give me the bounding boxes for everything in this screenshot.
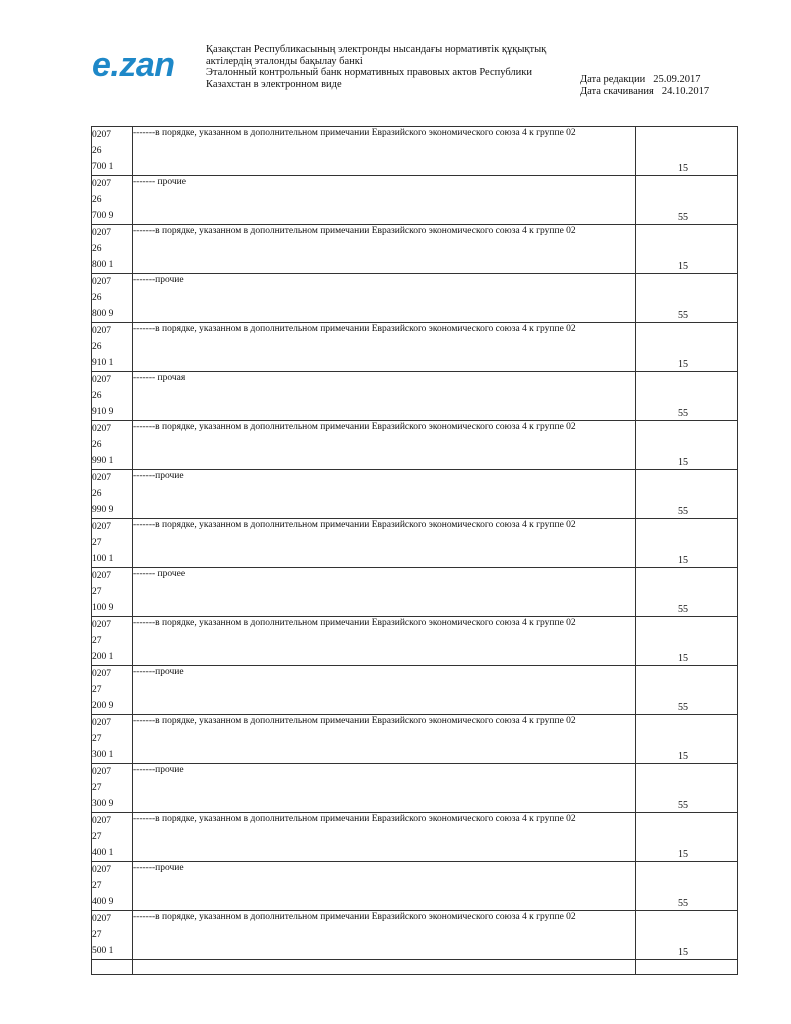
commodity-code-part: 26 (92, 342, 102, 352)
duty-rate-value: 15 (678, 261, 688, 272)
document-header (0, 0, 791, 120)
logo-word: zan (119, 46, 175, 84)
tariff-table-body (92, 127, 738, 975)
table-row (92, 127, 738, 176)
commodity-code-part: 27 (92, 783, 102, 793)
commodity-code-part: 27 (92, 832, 102, 842)
duty-rate-value: 55 (678, 212, 688, 223)
table-row (92, 176, 738, 225)
edition-date-label: Дата редакции (580, 74, 646, 85)
description-cell: -------в порядке, указанном в дополнительном примечании Евразийского экономического союза 4 к группе 02 (133, 813, 636, 862)
commodity-code-cell (92, 813, 133, 862)
duty-rate-cell (636, 813, 738, 862)
edition-date-row (580, 74, 709, 86)
commodity-code-part: 27 (92, 636, 102, 646)
duty-rate-cell (636, 421, 738, 470)
commodity-code-part: 27 (92, 538, 102, 548)
duty-rate-cell (636, 372, 738, 421)
commodity-code-part: 500 1 (92, 946, 114, 956)
duty-rate-value: 55 (678, 506, 688, 517)
description-cell: -------в порядке, указанном в дополнительном примечании Евразийского экономического союза 4 к группе 02 (133, 617, 636, 666)
commodity-code-cell (92, 470, 133, 519)
commodity-code-cell (92, 176, 133, 225)
commodity-code-part: 0207 (92, 571, 111, 581)
commodity-code-part: 0207 (92, 816, 111, 826)
commodity-code-part: 990 9 (92, 505, 114, 515)
duty-rate-value: 55 (678, 310, 688, 321)
duty-rate-cell (636, 519, 738, 568)
duty-rate-cell (636, 274, 738, 323)
duty-rate-cell (636, 666, 738, 715)
duty-rate-value: 15 (678, 457, 688, 468)
commodity-code-cell (92, 421, 133, 470)
duty-rate-cell (636, 911, 738, 960)
edition-date-value: 25.09.2017 (653, 74, 701, 85)
commodity-code-part: 800 9 (92, 309, 114, 319)
commodity-code-part: 0207 (92, 718, 111, 728)
duty-rate-cell (636, 715, 738, 764)
duty-rate-value: 55 (678, 408, 688, 419)
commodity-code-part: 0207 (92, 326, 111, 336)
commodity-code-part: 800 1 (92, 260, 114, 270)
bank-title-line: Казахстан в электронном виде (206, 78, 342, 90)
commodity-code-cell (92, 568, 133, 617)
duty-rate-value: 15 (678, 751, 688, 762)
table-row-empty (92, 960, 738, 975)
download-date-label: Дата скачивания (580, 86, 654, 97)
duty-rate-value: 55 (678, 702, 688, 713)
table-row (92, 421, 738, 470)
commodity-code-cell (92, 372, 133, 421)
commodity-code-part: 300 1 (92, 750, 114, 760)
commodity-code-part: 26 (92, 489, 102, 499)
duty-rate-cell (636, 323, 738, 372)
description-cell: ------- прочая (133, 372, 636, 421)
table-row (92, 568, 738, 617)
bank-title-line: Қазақстан Республикасының электронды нысандағы нормативтік құқықтық (206, 44, 547, 55)
commodity-code-part: 27 (92, 587, 102, 597)
tariff-table (91, 126, 738, 975)
commodity-code-part: 26 (92, 440, 102, 450)
commodity-code-part: 0207 (92, 130, 111, 140)
empty-cell (636, 960, 738, 975)
document-dates (580, 74, 709, 98)
duty-rate-cell (636, 617, 738, 666)
description-cell: -------в порядке, указанном в дополнительном примечании Евразийского экономического союза 4 к группе 02 (133, 519, 636, 568)
commodity-code-part: 26 (92, 195, 102, 205)
commodity-code-part: 0207 (92, 914, 111, 924)
empty-cell (133, 960, 636, 975)
commodity-code-cell (92, 519, 133, 568)
commodity-code-part: 26 (92, 293, 102, 303)
download-date-value: 24.10.2017 (661, 86, 710, 97)
commodity-code-part: 200 1 (92, 652, 114, 662)
duty-rate-value: 15 (678, 947, 688, 958)
commodity-code-cell (92, 911, 133, 960)
table-row (92, 715, 738, 764)
duty-rate-cell (636, 225, 738, 274)
bank-title-line: Эталонный контрольный банк нормативных правовых актов Республики (206, 67, 533, 78)
description-cell: -------в порядке, указанном в дополнительном примечании Евразийского экономического союза 4 к группе 02 (133, 225, 636, 274)
commodity-code-part: 27 (92, 930, 102, 940)
description-cell: -------в порядке, указанном в дополнительном примечании Евразийского экономического союза 4 к группе 02 (133, 323, 636, 372)
duty-rate-cell (636, 470, 738, 519)
duty-rate-value: 15 (678, 555, 688, 566)
table-row (92, 813, 738, 862)
table-row (92, 862, 738, 911)
ezan-logo[interactable] (92, 48, 175, 82)
commodity-code-part: 910 1 (92, 358, 114, 368)
duty-rate-value: 55 (678, 800, 688, 811)
commodity-code-part: 700 1 (92, 162, 114, 172)
commodity-code-cell (92, 225, 133, 274)
commodity-code-cell (92, 323, 133, 372)
commodity-code-cell (92, 862, 133, 911)
commodity-code-part: 100 9 (92, 603, 114, 613)
commodity-code-part: 300 9 (92, 799, 114, 809)
logo-letter: e (92, 46, 111, 84)
commodity-code-part: 0207 (92, 767, 111, 777)
commodity-code-part: 27 (92, 685, 102, 695)
commodity-code-part: 0207 (92, 277, 111, 287)
table-row (92, 666, 738, 715)
table-row (92, 372, 738, 421)
commodity-code-part: 26 (92, 391, 102, 401)
description-cell: ------- прочие (133, 176, 636, 225)
commodity-code-part: 26 (92, 244, 102, 254)
duty-rate-value: 55 (678, 604, 688, 615)
commodity-code-cell (92, 617, 133, 666)
download-date-row (580, 86, 709, 98)
commodity-code-part: 0207 (92, 179, 111, 189)
commodity-code-part: 27 (92, 734, 102, 744)
bank-title (206, 44, 566, 90)
table-row (92, 519, 738, 568)
table-row (92, 274, 738, 323)
commodity-code-part: 0207 (92, 228, 111, 238)
commodity-code-part: 0207 (92, 865, 111, 875)
bank-title-line: актілердің эталонды бақылау банкі (206, 55, 363, 67)
duty-rate-value: 15 (678, 653, 688, 664)
commodity-code-part: 700 9 (92, 211, 114, 221)
description-cell: -------прочие (133, 470, 636, 519)
description-cell: -------в порядке, указанном в дополнительном примечании Евразийского экономического союза 4 к группе 02 (133, 421, 636, 470)
commodity-code-part: 200 9 (92, 701, 114, 711)
commodity-code-part: 0207 (92, 375, 111, 385)
description-cell: -------в порядке, указанном в дополнительном примечании Евразийского экономического союза 4 к группе 02 (133, 911, 636, 960)
duty-rate-cell (636, 176, 738, 225)
commodity-code-part: 0207 (92, 669, 111, 679)
duty-rate-value: 15 (678, 849, 688, 860)
description-cell: -------в порядке, указанном в дополнительном примечании Евразийского экономического союза 4 к группе 02 (133, 127, 636, 176)
commodity-code-part: 400 9 (92, 897, 114, 907)
table-row (92, 764, 738, 813)
commodity-code-part: 100 1 (92, 554, 114, 564)
description-cell: -------прочие (133, 274, 636, 323)
commodity-code-cell (92, 127, 133, 176)
duty-rate-cell (636, 862, 738, 911)
commodity-code-cell (92, 666, 133, 715)
commodity-code-part: 0207 (92, 473, 111, 483)
duty-rate-value: 15 (678, 359, 688, 370)
commodity-code-part: 27 (92, 881, 102, 891)
duty-rate-cell (636, 568, 738, 617)
description-cell: -------в порядке, указанном в дополнительном примечании Евразийского экономического союза 4 к группе 02 (133, 715, 636, 764)
commodity-code-cell (92, 715, 133, 764)
empty-cell (92, 960, 133, 975)
table-row (92, 323, 738, 372)
table-row (92, 617, 738, 666)
commodity-code-cell (92, 274, 133, 323)
commodity-code-part: 990 1 (92, 456, 114, 466)
table-row (92, 911, 738, 960)
logo-dot: . (110, 46, 120, 84)
commodity-code-part: 400 1 (92, 848, 114, 858)
duty-rate-value: 55 (678, 898, 688, 909)
commodity-code-part: 0207 (92, 424, 111, 434)
table-row (92, 470, 738, 519)
duty-rate-cell (636, 764, 738, 813)
duty-rate-cell (636, 127, 738, 176)
commodity-code-part: 26 (92, 146, 102, 156)
commodity-code-part: 0207 (92, 522, 111, 532)
description-cell: -------прочие (133, 862, 636, 911)
description-cell: ------- прочее (133, 568, 636, 617)
commodity-code-cell (92, 764, 133, 813)
duty-rate-value: 15 (678, 163, 688, 174)
table-row (92, 225, 738, 274)
commodity-code-part: 0207 (92, 620, 111, 630)
commodity-code-part: 910 9 (92, 407, 114, 417)
description-cell: -------прочие (133, 764, 636, 813)
description-cell: -------прочие (133, 666, 636, 715)
